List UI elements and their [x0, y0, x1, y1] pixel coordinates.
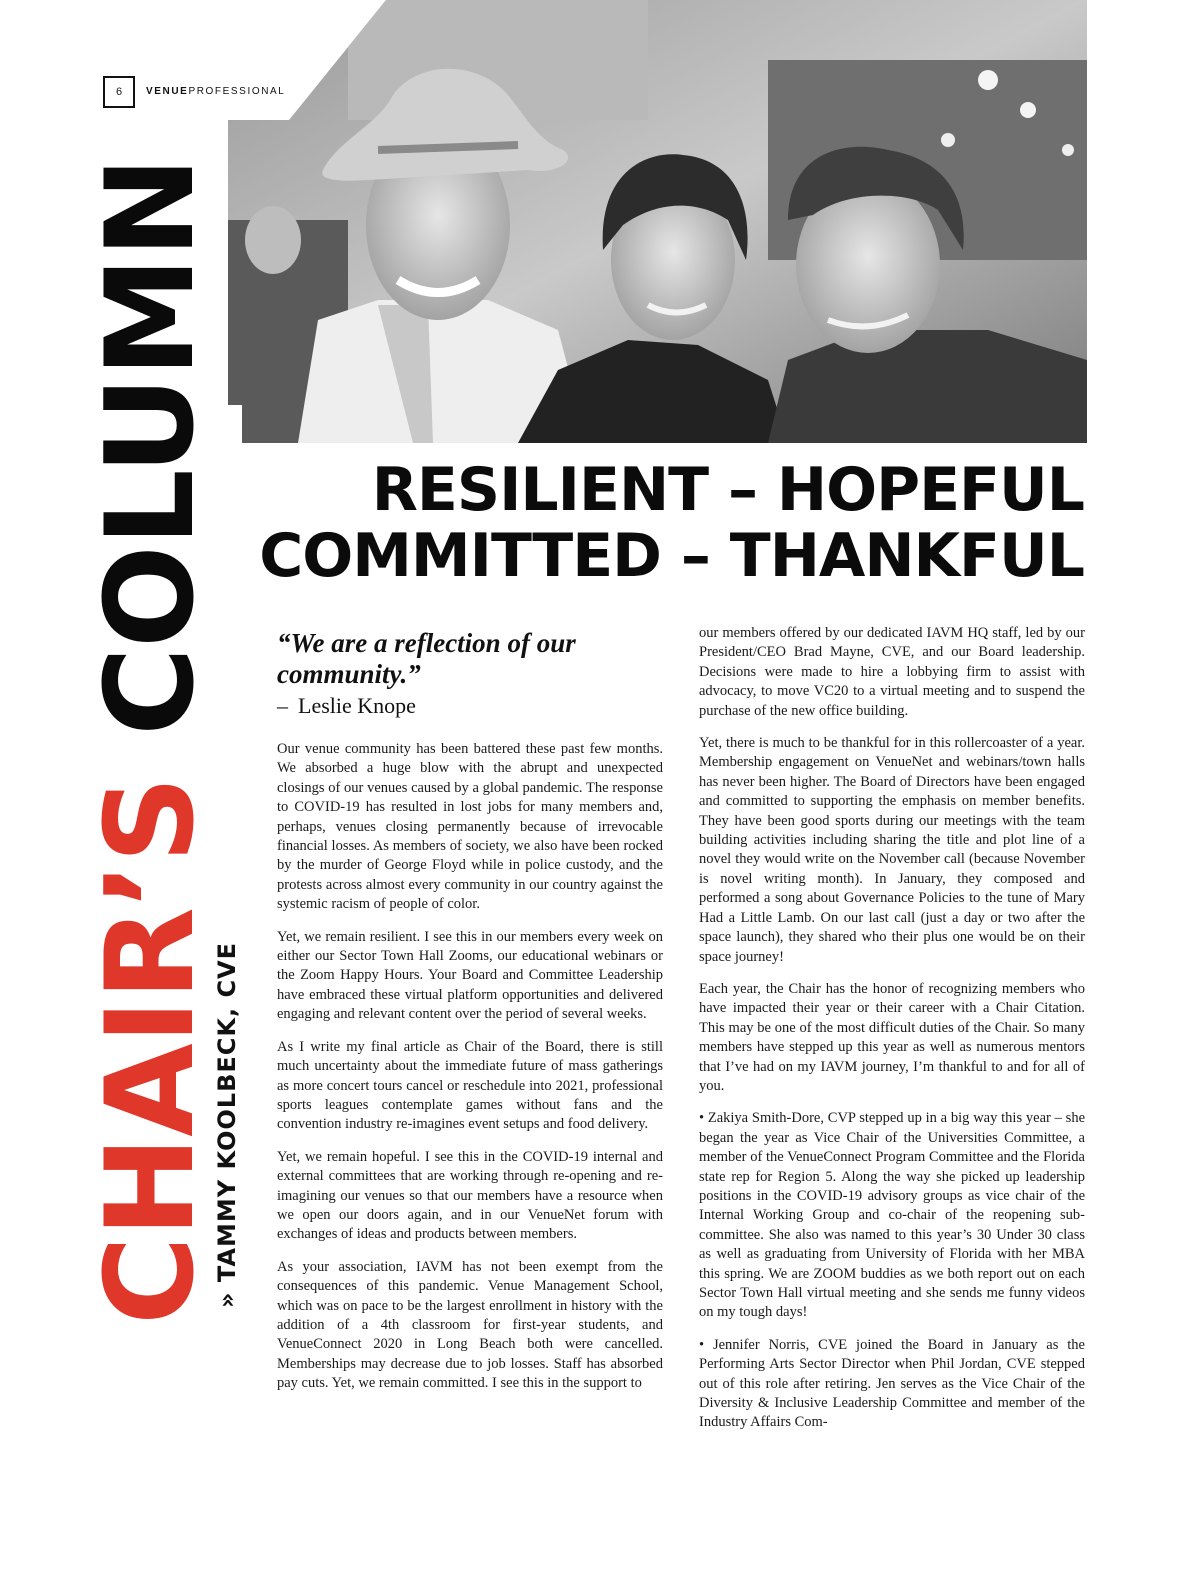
paragraph: Each year, the Chair has the honor of recognizing members who have impacted their year or their career with a Chair Citation. This may be one of the most difficult duties of the Chair. So many members have stepped up this year as well as numerous mentors that I’ve had on my IAVM journey, I’m thankful to and for all of you. [699, 980, 1085, 1094]
paragraph: Yet, we remain hopeful. I see this in the COVID-19 internal and external committees that are working through re-opening and re-imagining our venues so that our members have a resource when we open our doors again, and in our VenueNet forum with exchanges of ideas and products between members. [277, 1148, 663, 1243]
paragraph: our members offered by our dedicated IAVM HQ staff, led by our President/CEO Brad Mayne, CVE, and our Board leadership. Decisions were made to hire a lobbying firm to assist with advocacy, to move VC20 to a virtual meeting and to suspend the purchase of the new office building. [699, 625, 1085, 719]
masthead [146, 86, 285, 97]
left-column [277, 740, 663, 1407]
three-people-at-event-photo [228, 0, 1087, 443]
chevron-right-icon: » [213, 1291, 241, 1308]
pull-quote: “We are a reflection of our community.” [277, 628, 576, 689]
page-number: 6 [103, 76, 135, 108]
masthead-bold: VENUE [146, 86, 189, 97]
quote-attribution [277, 693, 416, 719]
paragraph: • Jennifer Norris, CVE joined the Board in January as the Performing Arts Sector Director when Phil Jordan, CVE stepped out of this role after retiring. Jen serves as the Vice Chair of the Diversity & Inclusive Leadership Committee and member of the Industry Affairs Com- [699, 1336, 1085, 1431]
masthead-rest: PROFESSIONAL [188, 86, 286, 97]
headline-line-1: RESILIENT – HOPEFUL [371, 455, 1084, 525]
right-column [699, 624, 1085, 1446]
paragraph: As I write my final article as Chair of the Board, there is still much uncertainty about the immediate future of mass gatherings as more concert tours cancel or reschedule into 2021, professional sports leagues contemplate games without fans and the convention industry re-imagines event setups and food delivery. [277, 1038, 663, 1133]
paragraph: Yet, there is much to be thankful for in this rollercoaster of a year. Membership engagement on VenueNet and webinars/town halls has never been higher. The Board of Directors have been engaged and committed to supporting the emphasis on member benefits. They have been good sports during our meetings with the team building activities including sharing the title and plot line of a novel they would write on the November call (because November is novel writing month). In January, they composed and performed a song about Governance Policies to the tune of Mary Had a Little Lamb. On our last call (just a day or two after the space launch), they shared who their plus one would be on their space journey! [699, 735, 1085, 965]
paragraph: Yet, we remain resilient. I see this in our members every week on either our Sector Town Hall Zooms, our educational webinars or the Zoom Happy Hours. Your Board and Committee Leadership have embraced these virtual platform opportunities and delivered engaging and relevant content over the period of several weeks. [277, 928, 663, 1023]
attribution-dash: – [277, 693, 288, 718]
chairs-column-vertical-title [80, 157, 221, 1325]
author-name: TAMMY KOOLBECK, CVE [213, 941, 241, 1283]
article-headline [259, 457, 1084, 589]
title-chairs: CHAIR’S [80, 776, 221, 1325]
attribution-author: Leslie Knope [298, 693, 416, 718]
paragraph: Our venue community has been battered these past few months. We absorbed a huge blow with the abrupt and unexpected closings of our venues caused by a global pandemic. The response to COVID-19 has resulted in lost jobs for many members and, perhaps, venues closing permanently because of irrevocable financial losses. As members of society, we also have been rocked by the murder of George Floyd while in police custody, and the protests across almost every community in our country against the systemic racism of people of color. [277, 741, 663, 913]
paragraph: • Zakiya Smith-Dore, CVP stepped up in a big way this year – she began the year as Vice Chair of the Universities Committee, a member of the VenueConnect Program Committee and the Florida state rep for Region 5. Along the way she picked up leadership positions in the COVID-19 advisory groups as vice chair of the Internal Working Group and co-chair of the reopening sub-committee. She also was named to this year’s 30 Under 30 class as well as graduating from University of Florida with her MBA this spring. We are ZOOM buddies as we both report out on each Sector Town Hall virtual meeting and she sends me funny videos on my tough days! [699, 1110, 1085, 1321]
headline-line-2: COMMITTED – THANKFUL [259, 521, 1084, 591]
title-column: COLUMN [80, 157, 221, 736]
paragraph: As your association, IAVM has not been exempt from the consequences of this pandemic. Venue Management School, which was on pace to be the largest enrollment in history with the addition of a 4th classroom for first-year students, and VenueConnect 2020 in Long Beach both were cancelled. Memberships may decrease due to job losses. Staff has absorbed pay cuts. Yet, we remain committed. I see this in the support to [277, 1258, 663, 1392]
author-byline [215, 942, 239, 1308]
